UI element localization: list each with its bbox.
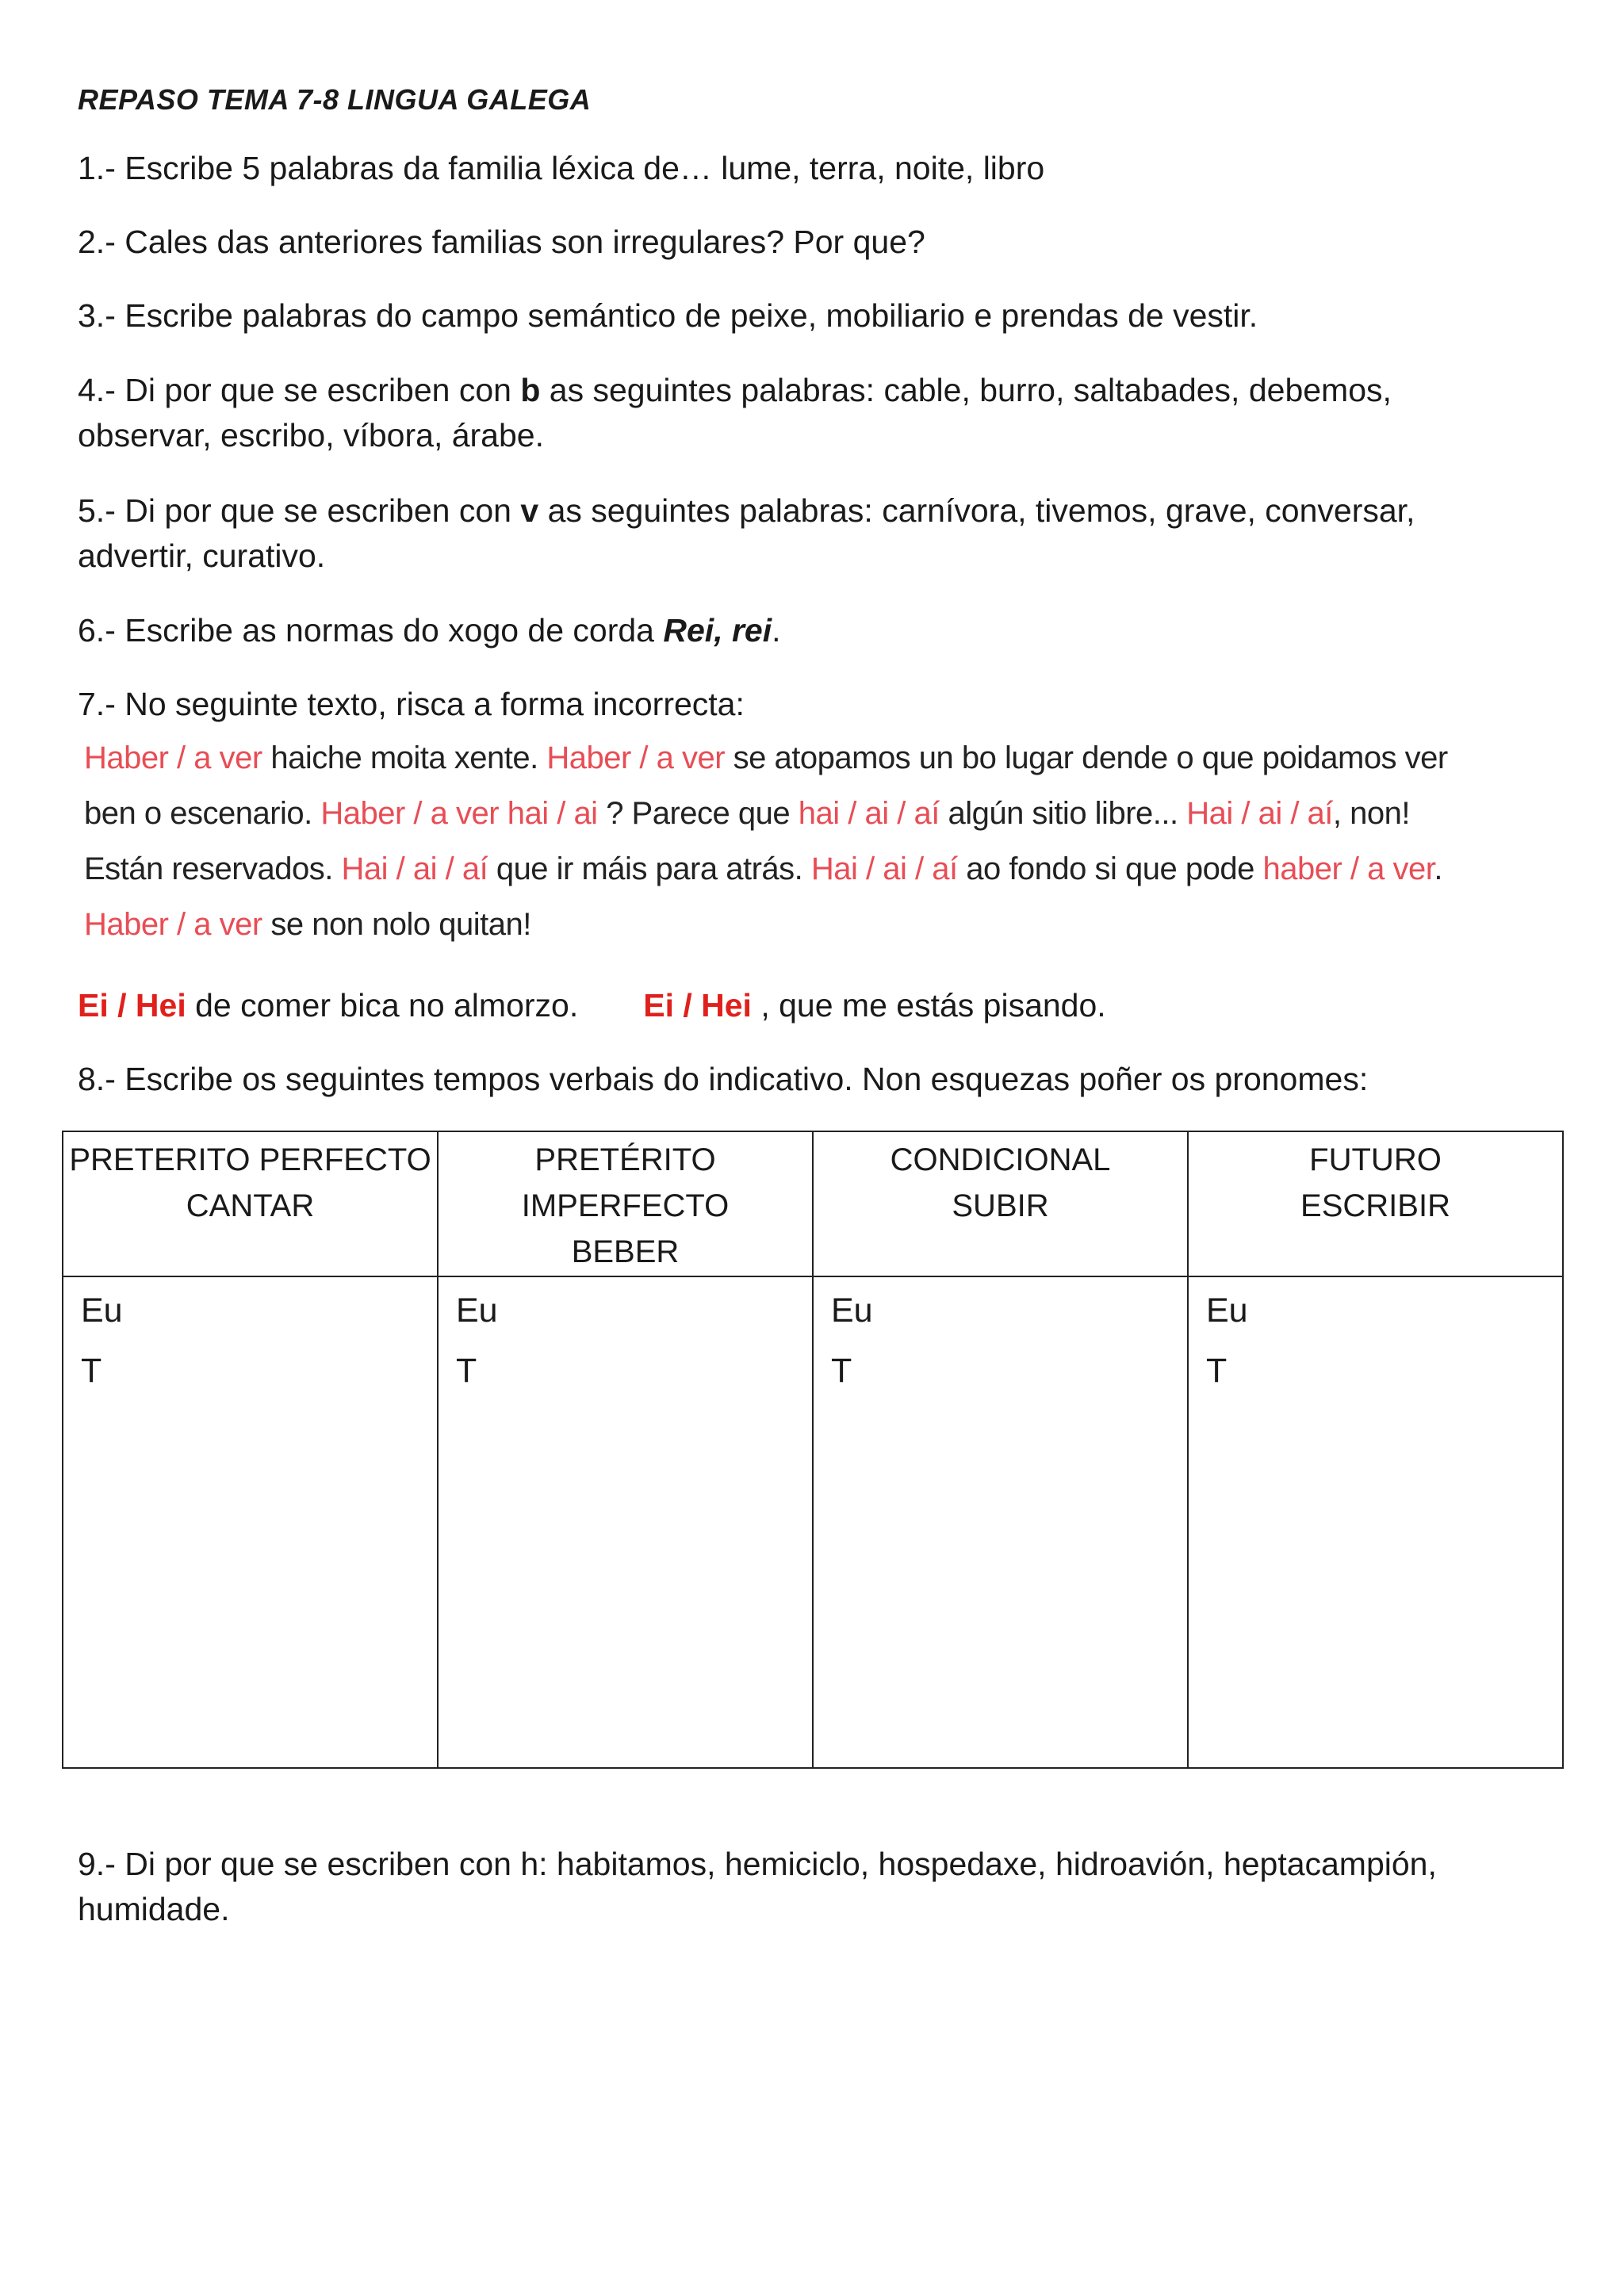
q6-text-pre: 6.- Escribe as normas do xogo de corda [78,612,664,649]
question-5-line2: advertir, curativo. [78,538,326,574]
choice-option: Haber / a ver [84,907,262,942]
question-1: 1.- Escribe 5 palabras da familia léxica de… lume, terra, noite, libro [78,150,1045,186]
pronoun-label: Eu [831,1292,873,1330]
header-line: PRETÉRITO [534,1142,716,1177]
answer-cell[interactable] [1188,1276,1563,1768]
answer-cell[interactable] [438,1276,813,1768]
header-line: BEBER [571,1234,680,1269]
exercise-text: algún sitio libre... [939,796,1187,831]
exercise-text: haiche moita xente. [262,740,547,775]
exercise-text: se non nolo quitan! [262,907,531,942]
choice-option: Haber / a ver [320,796,500,831]
exercise-text: . [1434,851,1442,886]
table-answer-row [63,1276,1563,1768]
header-line: IMPERFECTO [521,1188,730,1223]
question-9: 9.- Di por que se escriben con h: habitamos, hemiciclo, hospedaxe, hidroavión, heptacampión, [78,1846,1437,1882]
choice-option: Hai / ai / aí [810,851,958,886]
table-header-cell [1188,1131,1563,1276]
question-6 [78,608,781,652]
table-header-row [63,1131,1563,1276]
choice-option: Haber / a ver [84,740,262,775]
pronoun-label: T [81,1352,102,1390]
choice-option: Hai / ai / aí [1186,796,1333,831]
exercise-text-line-3 [84,847,1442,891]
q5-text-pre: 5.- Di por que se escriben con [78,492,521,529]
question-5 [78,488,1415,533]
exercise-text: ? Parece que [597,796,799,831]
header-line: CONDICIONAL [890,1142,1111,1177]
ei-hei-exercise [78,983,1106,1027]
question-4-line2: observar, escribo, víbora, árabe. [78,417,544,453]
question-9-line2: humidade. [78,1891,230,1927]
table-header-cell [813,1131,1188,1276]
q4-text-pre: 4.- Di por que se escriben con [78,372,521,408]
q5-text-post: as seguintes palabras: carnívora, tivemos, grave, conversar, [538,492,1415,529]
table-header-cell [438,1131,813,1276]
choice-option: hai / ai [507,796,598,831]
question-4 [78,368,1392,412]
header-line: FUTURO [1309,1142,1442,1177]
question-7: 7.- No seguinte texto, risca a forma incorrecta: [78,686,745,722]
verb-tenses-table [62,1131,1564,1769]
exercise-text: se atopamos un bo lugar dende o que poidamos ver [725,740,1448,775]
exercise-text [499,796,508,831]
q4-text-post: as seguintes palabras: cable, burro, saltabades, debemos, [540,372,1392,408]
exercise-text: , non! [1332,796,1410,831]
q4-letter: b [520,372,541,408]
exercise-text: ben o escenario. [84,796,321,831]
pronoun-label: T [831,1352,852,1390]
exercise-text: , que me estás pisando. [751,987,1106,1024]
choice-option: hai / ai / aí [798,796,940,831]
pronoun-label: Eu [1206,1292,1248,1330]
exercise-text: que ir máis para atrás. [488,851,811,886]
answer-cell[interactable] [63,1276,438,1768]
exercise-text: ao fondo si que pode [957,851,1263,886]
pronoun-label: T [1206,1352,1228,1390]
choice-option: Haber / a ver [546,740,726,775]
answer-cell[interactable] [813,1276,1188,1768]
q5-letter: v [520,492,539,529]
exercise-text-line-4 [84,902,531,947]
choice-option: Hai / ai / aí [341,851,488,886]
question-2: 2.- Cales das anteriores familias son irregulares? Por que? [78,224,925,260]
choice-option: haber / a ver [1262,851,1434,886]
choice-option: Ei / Hei [643,987,752,1024]
question-8: 8.- Escribe os seguintes tempos verbais do indicativo. Non esquezas poñer os pronomes: [78,1061,1369,1097]
q6-game-name: Rei, rei [663,612,772,649]
pronoun-label: T [456,1352,477,1390]
exercise-text-line-1 [84,736,1448,780]
exercise-text: Están reservados. [84,851,342,886]
pronoun-label: Eu [81,1292,123,1330]
page-title: REPASO TEMA 7-8 LINGUA GALEGA [78,83,592,116]
exercise-text: de comer bica no almorzo. [186,987,579,1024]
exercise-text-line-2 [84,791,1410,836]
question-3: 3.- Escribe palabras do campo semántico de peixe, mobiliario e prendas de vestir. [78,297,1258,334]
header-line: PRETERITO PERFECTO [69,1142,431,1177]
pronoun-label: Eu [456,1292,498,1330]
header-line: CANTAR [186,1188,315,1223]
q6-text-post: . [772,612,781,649]
choice-option: Ei / Hei [78,987,186,1024]
table-header-cell [63,1131,438,1276]
header-line: SUBIR [952,1188,1049,1223]
header-line: ESCRIBIR [1300,1188,1450,1223]
